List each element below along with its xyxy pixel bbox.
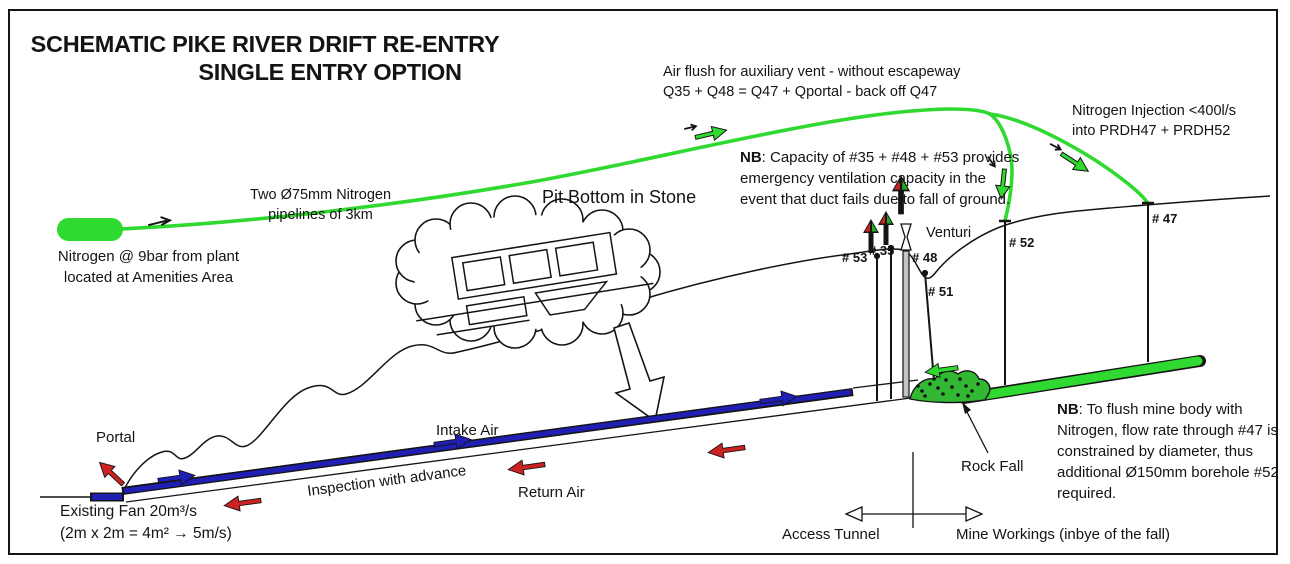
pipeline-arrow-icon <box>1049 141 1062 152</box>
air-flush-note-line2: Q35 + Q48 = Q47 + Qportal - back off Q47 <box>663 84 938 100</box>
return-arrow-icon <box>707 440 746 460</box>
mine-workings-label: Mine Workings (inbye of the fall) <box>956 526 1170 543</box>
inspection-label: Inspection with advance <box>306 462 468 500</box>
portal-label: Portal <box>96 429 136 446</box>
nb-flush-text: : To flush mine body with Nitrogen, flow rate through #47 is constrained by diameter, thus additional Ø150mm borehole #52 required. <box>1057 401 1279 502</box>
dimension-left-arrowhead-icon <box>846 507 862 521</box>
borehole-51-cap <box>922 270 927 275</box>
nb-capacity-text: : Capacity of #35 + #48 + #53 provides emergency ventilation capacity in the event that duct fails due to fall of ground. <box>740 149 1020 208</box>
air-flush-note <box>663 62 960 102</box>
diagram-title-line1: SCHEMATIC PIKE RIVER DRIFT RE-ENTRY <box>30 31 500 57</box>
diagram-title-line2: SINGLE ENTRY OPTION <box>198 59 462 85</box>
drift-green-section <box>966 361 1198 398</box>
nitrogen-plant-capsule <box>57 218 123 241</box>
borehole-51-label: # 51 <box>928 284 954 299</box>
intake-air-label: Intake Air <box>436 422 499 439</box>
vent-arrow-icon <box>878 211 894 245</box>
borehole-47-label: # 47 <box>1152 211 1178 226</box>
return-arrow-icon <box>507 457 546 477</box>
borehole-52-label: # 52 <box>1009 235 1035 250</box>
nb-flush-note <box>1057 399 1290 504</box>
pipeline-arrow-icon <box>684 123 697 132</box>
borehole-35-label: # 35 <box>869 243 895 258</box>
rock-fall-mound <box>910 371 990 403</box>
nitrogen-injection-line2: into PRDH47 + PRDH52 <box>1072 123 1231 139</box>
rock-fall-pointer <box>962 402 988 453</box>
pipelines-note-line1: Two Ø75mm Nitrogen <box>249 187 392 203</box>
nb-capacity-note <box>740 147 1022 210</box>
pipelines-note <box>238 185 403 225</box>
existing-fan-note <box>60 501 232 544</box>
venturi-label: Venturi <box>926 225 972 241</box>
nitrogen-plant-line1: Nitrogen @ 9bar from plant <box>57 248 240 265</box>
air-flush-note-line1: Air flush for auxiliary vent - without escapeway <box>663 64 961 80</box>
venturi-icon <box>901 224 911 250</box>
nb-flush-label: NB <box>1057 401 1079 418</box>
borehole-48-duct <box>903 251 909 397</box>
nitrogen-injection-line1: Nitrogen Injection <400l/s <box>1072 103 1237 119</box>
nitrogen-plant-note <box>36 246 261 288</box>
borehole-48-label: # 48 <box>912 250 938 265</box>
return-arrow-icon <box>94 457 128 490</box>
existing-fan-line1: Existing Fan 20m³/s <box>60 503 197 520</box>
return-air-label: Return Air <box>518 484 585 501</box>
access-tunnel-label: Access Tunnel <box>782 526 880 543</box>
pipelines-note-line2: pipelines of 3km <box>268 207 373 223</box>
nitrogen-plant-line2: located at Amenities Area <box>63 269 234 286</box>
nitrogen-injection-note <box>1072 101 1236 141</box>
pipeline-arrow-icon <box>1058 148 1092 177</box>
cloud-pointer-arrow <box>614 323 664 421</box>
existing-fan-line2: (2m x 2m = 4m² → 5m/s) <box>60 524 232 542</box>
borehole-53-label: # 53 <box>842 250 868 265</box>
pit-bottom-label: Pit Bottom in Stone <box>542 187 697 207</box>
dimension-right-arrowhead-icon <box>966 507 982 521</box>
nb-capacity-label: NB <box>740 149 762 166</box>
rock-fall-label: Rock Fall <box>961 458 1024 475</box>
